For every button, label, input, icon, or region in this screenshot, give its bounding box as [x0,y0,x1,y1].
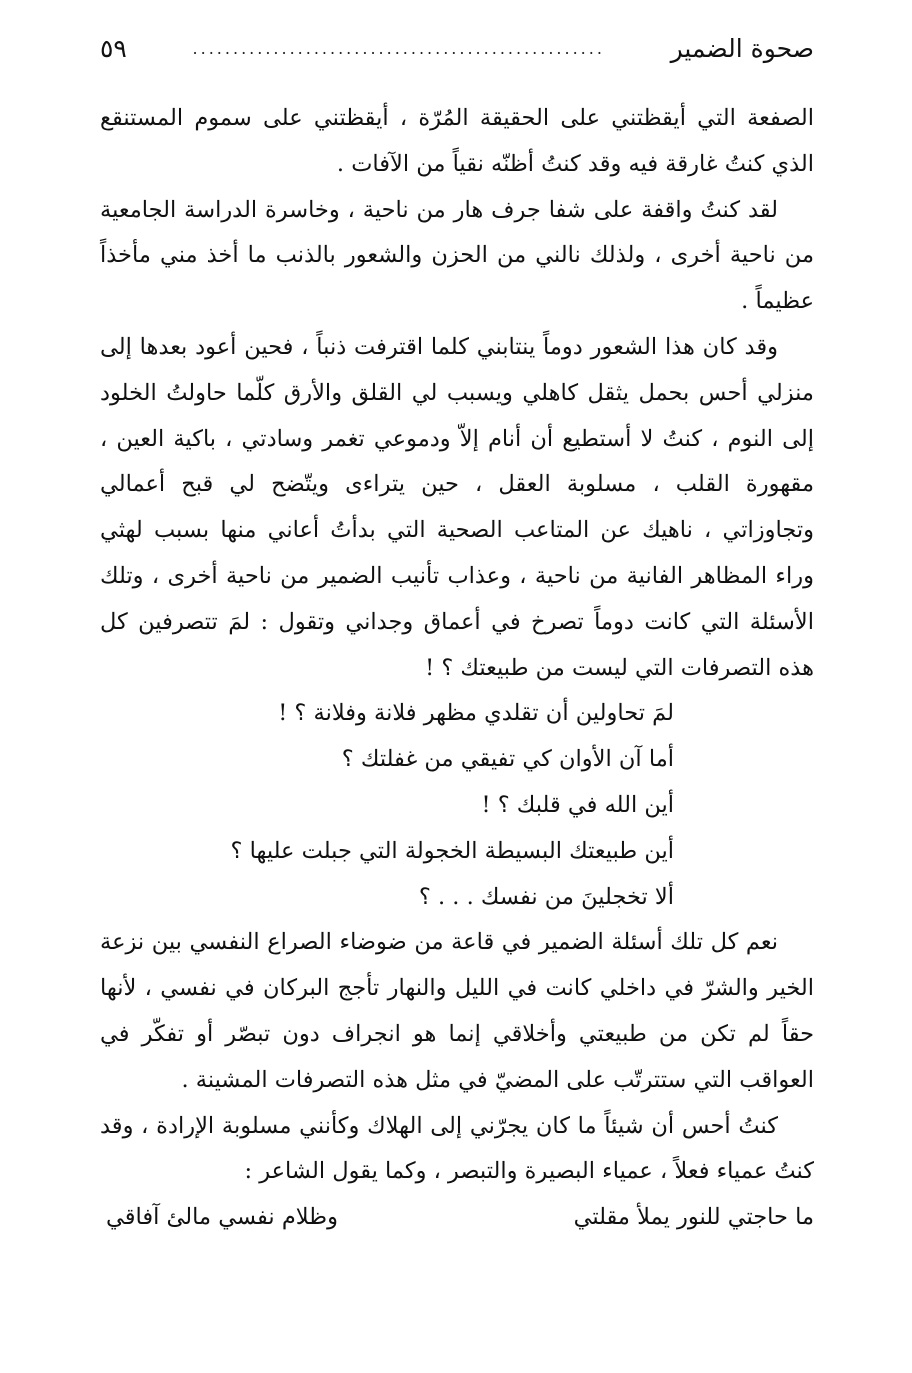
paragraph: كنتُ أحس أن شيئاً ما كان يجرّني إلى الهلاك وكأنني مسلوبة الإرادة ، وقد كنتُ عمياء فعلاً ، عمياء البصيرة والتبصر ، وكما يقول الشاعر : [100,1112,814,1185]
running-header [100,28,814,68]
question-line: أين الله في قلبك ؟ ! [481,791,674,818]
running-header-dot-leader: ................................................... [192,38,605,58]
question-line: أين طبيعتك البسيطة الخجولة التي جبلت عليها ؟ [230,837,674,864]
paragraph: نعم كل تلك أسئلة الضمير في قاعة من ضوضاء الصراع النفسي بين نزعة الخير والشرّ في داخلي كانت في الليل والنهار تأجج البركان في نفسي ، لأنها حقاً لم تكن من طبيعتي وأخلاقي إنما هو انجراف دون تبصّر أو تفكّر في العواقب التي ستترتّب على المضيّ في مثل هذه التصرفات المشينة . [100,929,814,1093]
verse-first-hemistich: ما حاجتي للنور يملأ مقلتي [573,1204,814,1231]
paragraph: الصفعة التي أيقظتني على الحقيقة المُرّة ، أيقظتني على سموم المستنقع الذي كنتُ غارقة فيه وقد كنتُ أظنّه نقياً من الآفات . [100,105,814,177]
verse-second-hemistich: وظلام نفسي مالئ آفاقي [106,1204,338,1231]
question-line: ألا تخجلينَ من نفسك . . . ؟ [418,883,674,910]
question-line: لمَ تحاولين أن تقلدي مظهر فلانة وفلانة ؟ ! [278,700,674,727]
page-number: ٥٩ [100,33,127,63]
question-list [100,691,814,920]
paragraph: لقد كنتُ واقفة على شفا جرف هار من ناحية ، وخاسرة الدراسة الجامعية من ناحية أخرى ، ولذلك نالني من الحزن والشعور بالذنب ما أخذ مني مأخذاً عظيماً . [100,196,814,315]
paragraph: وقد كان هذا الشعور دوماً ينتابني كلما اقترفت ذنباً ، فحين أعود بعدها إلى منزلي أحس بحمل يثقل كاهلي ويسبب لي القلق والأرق كلّما حاولتُ الخلود إلى النوم ، كنتُ لا أستطيع أن أنام إلاّ ودموعي تغمر وسادتي ، باكية العين ، مقهورة القلب ، مسلوبة العقل ، حين يتراءى ويتّضح لي قبح أعمالي وتجاوزاتي ، ناهيك عن المتاعب الصحية التي بدأتُ أعاني منها بسبب لهثي وراء المظاهر الفانية من ناحية ، وعذاب تأنيب الضمير من ناحية أخرى ، وتلك الأسئلة التي كانت دوماً تصرخ في أعماق وجداني وتقول : لمَ تتصرفين كل هذه التصرفات التي ليست من طبيعتك ؟ ! [100,333,814,681]
running-header-title: صحوة الضمير [670,33,814,63]
page-body [100,96,814,1241]
poem-verse [100,1195,814,1241]
question-line: أما آن الأوان كي تفيقي من غفلتك ؟ [341,746,674,773]
